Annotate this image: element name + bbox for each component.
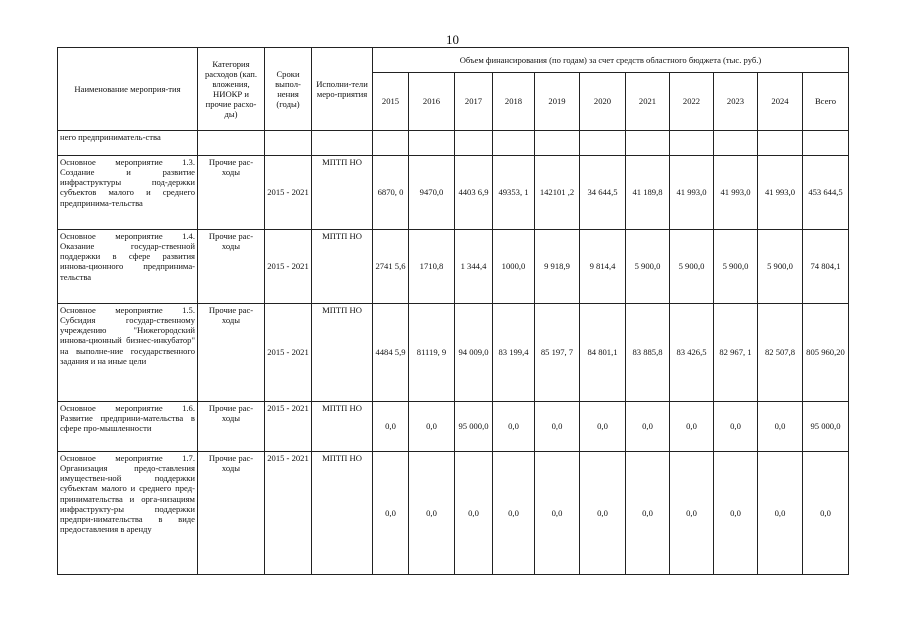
header-year: 2021: [626, 73, 670, 131]
funding-value: 0,0: [580, 402, 626, 452]
header-executor: Исполни-тели меро-приятия: [312, 48, 373, 131]
funding-value: 49353, 1: [493, 156, 535, 230]
activity-terms: 2015 - 2021: [265, 402, 312, 452]
activity-terms: 2015 - 2021: [265, 156, 312, 230]
header-total: Всего: [803, 73, 849, 131]
funding-value: 1710,8: [409, 230, 455, 304]
funding-value: 0,0: [493, 452, 535, 575]
funding-value: 83 426,5: [670, 304, 714, 402]
funding-value: 41 189,8: [626, 156, 670, 230]
activity-terms: 2015 - 2021: [265, 230, 312, 304]
funding-value: 84 801,1: [580, 304, 626, 402]
funding-value: 1000,0: [493, 230, 535, 304]
funding-value: 94 009,0: [455, 304, 493, 402]
activity-category: Прочие рас-ходы: [198, 402, 265, 452]
funding-value: 9 918,9: [535, 230, 580, 304]
activity-executor: МПТП НО: [312, 402, 373, 452]
activity-name: Основное мероприятие 1.4. Оказание государ-ственной поддержки в сфере развития иннова-ционного предпринима-тельства: [58, 230, 198, 304]
activity-executor: МПТП НО: [312, 452, 373, 575]
activity-executor: МПТП НО: [312, 304, 373, 402]
funding-value: 85 197, 7: [535, 304, 580, 402]
header-year: 2016: [409, 73, 455, 131]
funding-total: 453 644,5: [803, 156, 849, 230]
funding-value: 2741 5,6: [373, 230, 409, 304]
table-row: [58, 230, 849, 304]
funding-value: 41 993,0: [758, 156, 803, 230]
header-year: 2019: [535, 73, 580, 131]
funding-value: 0,0: [626, 402, 670, 452]
funding-total: 0,0: [803, 452, 849, 575]
funding-value: 0,0: [455, 452, 493, 575]
funding-value: 95 000,0: [455, 402, 493, 452]
funding-value: 82 507,8: [758, 304, 803, 402]
header-year: 2015: [373, 73, 409, 131]
funding-total: 805 960,20: [803, 304, 849, 402]
funding-value: 0,0: [493, 402, 535, 452]
funding-value: 5 900,0: [714, 230, 758, 304]
header-year: 2018: [493, 73, 535, 131]
funding-total: 74 804,1: [803, 230, 849, 304]
funding-value: 0,0: [670, 402, 714, 452]
activity-terms: 2015 - 2021: [265, 452, 312, 575]
funding-value: 0,0: [758, 402, 803, 452]
funding-value: 81119, 9: [409, 304, 455, 402]
funding-value: 83 885,8: [626, 304, 670, 402]
funding-value: 0,0: [535, 402, 580, 452]
header-year: 2024: [758, 73, 803, 131]
funding-value: 5 900,0: [758, 230, 803, 304]
funding-value: 4403 6,9: [455, 156, 493, 230]
funding-value: 0,0: [714, 452, 758, 575]
header-year: 2023: [714, 73, 758, 131]
funding-value: 83 199,4: [493, 304, 535, 402]
funding-value: 0,0: [758, 452, 803, 575]
funding-value: 6870, 0: [373, 156, 409, 230]
funding-value: 34 644,5: [580, 156, 626, 230]
activity-category: Прочие рас-ходы: [198, 156, 265, 230]
activity-name: него предприниматель-ства: [58, 131, 198, 156]
activity-name: Основное мероприятие 1.6. Развитие предприни-мательства в сфере про-мышленности: [58, 402, 198, 452]
header-year: 2017: [455, 73, 493, 131]
header-name: Наименование мероприя-тия: [58, 48, 198, 131]
activity-name: Основное мероприятие 1.3. Создание и развитие инфраструктуры под-держки субъектов малого и среднего предпринима-тельства: [58, 156, 198, 230]
table-row: [58, 156, 849, 230]
header-category: Категория расходов (кап. вложения, НИОКР и прочие расхо-ды): [198, 48, 265, 131]
funding-table: [57, 47, 849, 575]
funding-value: 0,0: [626, 452, 670, 575]
funding-value: 0,0: [373, 452, 409, 575]
funding-total: 95 000,0: [803, 402, 849, 452]
activity-executor: МПТП НО: [312, 156, 373, 230]
funding-value: 142101 ,2: [535, 156, 580, 230]
table-header: [58, 48, 849, 131]
funding-value: 0,0: [373, 402, 409, 452]
table-row: [58, 131, 849, 156]
header-year: 2020: [580, 73, 626, 131]
table-row: [58, 452, 849, 575]
funding-value: 4484 5,9: [373, 304, 409, 402]
page-number: 10: [446, 32, 459, 47]
table-row: [58, 304, 849, 402]
funding-value: 0,0: [409, 452, 455, 575]
funding-value: 0,0: [535, 452, 580, 575]
activity-executor: МПТП НО: [312, 230, 373, 304]
activity-category: Прочие рас-ходы: [198, 230, 265, 304]
activity-category: Прочие рас-ходы: [198, 452, 265, 575]
funding-value: 9470,0: [409, 156, 455, 230]
funding-value: 9 814,4: [580, 230, 626, 304]
funding-value: 1 344,4: [455, 230, 493, 304]
funding-value: 5 900,0: [670, 230, 714, 304]
header-funding: Объем финансирования (по годам) за счет средств областного бюджета (тыс. руб.): [373, 48, 849, 73]
activity-name: Основное мероприятие 1.5. Субсидия государ-ственному учреждению "Нижегородский иннова-ционный бизнес-инкубатор" на выполне-ние государственного задания и на иные цели: [58, 304, 198, 402]
funding-value: 82 967, 1: [714, 304, 758, 402]
funding-value: 41 993,0: [670, 156, 714, 230]
funding-value: 0,0: [670, 452, 714, 575]
funding-value: 0,0: [409, 402, 455, 452]
funding-value: 5 900,0: [626, 230, 670, 304]
funding-value: 41 993,0: [714, 156, 758, 230]
activity-terms: 2015 - 2021: [265, 304, 312, 402]
activity-category: Прочие рас-ходы: [198, 304, 265, 402]
funding-value: 0,0: [580, 452, 626, 575]
activity-name: Основное мероприятие 1.7. Организация предо-ставления имуществен-ной поддержки субъектам малого и среднего пред-принимательства и орга-низациям инфраструкту-ры поддержки предпри-нимательства в виде предоставления в аренду: [58, 452, 198, 575]
table-row: [58, 402, 849, 452]
header-year: 2022: [670, 73, 714, 131]
header-terms: Сроки выпол-нения (годы): [265, 48, 312, 131]
funding-value: 0,0: [714, 402, 758, 452]
